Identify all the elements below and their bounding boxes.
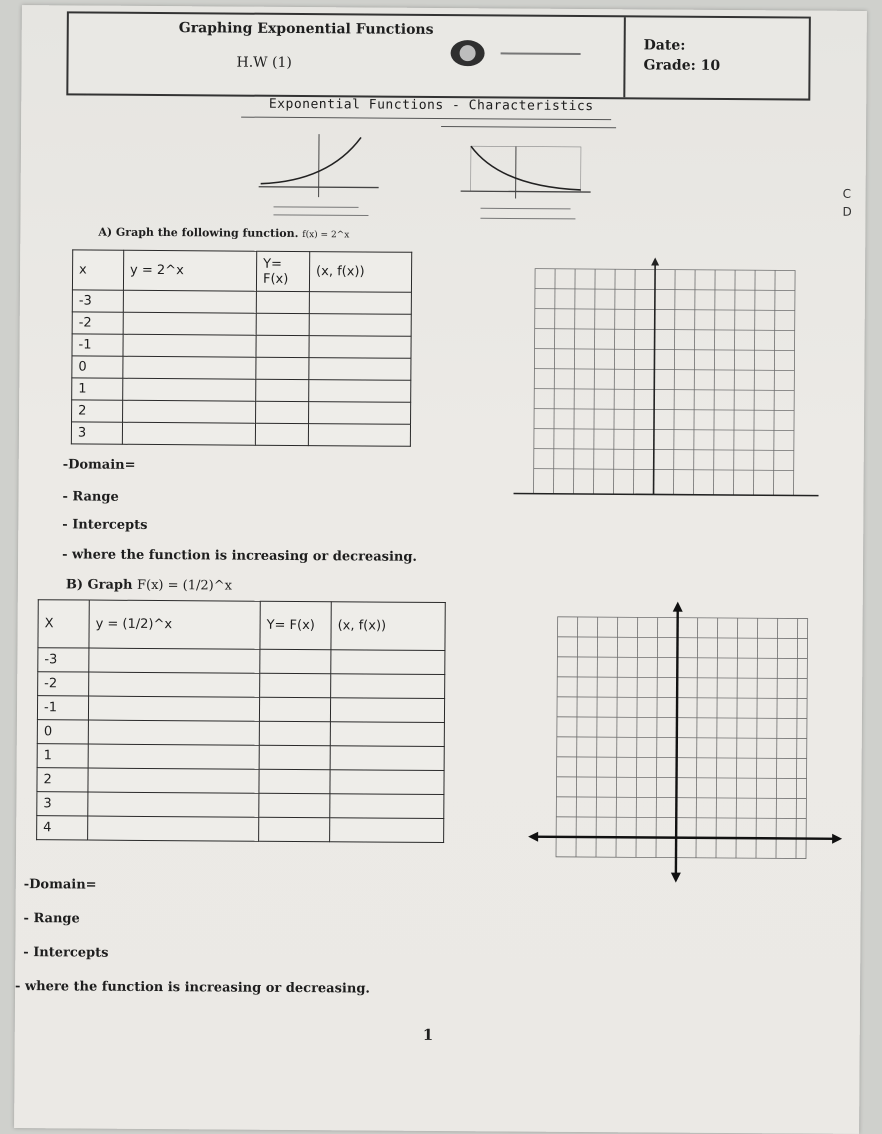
x-cell: 0 [37,720,88,744]
answer-cell[interactable] [331,674,445,699]
answer-cell[interactable] [309,336,411,359]
answer-cell[interactable] [309,402,411,425]
x-cell: 3 [71,422,122,444]
part-b-range: - Range [24,911,80,926]
answer-cell[interactable] [259,817,330,841]
answer-cell[interactable] [123,356,256,379]
page-number: 1 [423,1026,434,1044]
answer-cell[interactable] [255,423,308,445]
date-label: Date: [644,37,686,53]
answer-cell[interactable] [330,722,444,747]
col-header-y: y = (1/2)^x [89,600,260,649]
logo-caption [501,52,581,55]
part-b-intercepts: - Intercepts [23,945,108,961]
section-title: Exponential Functions - Characteristics [236,97,626,115]
answer-cell[interactable] [88,720,259,745]
answer-cell[interactable] [330,794,444,819]
col-header-x: x [72,250,123,290]
answer-cell[interactable] [89,648,260,673]
divider [441,126,616,128]
answer-cell[interactable] [256,357,309,379]
answer-cell[interactable] [330,770,444,795]
x-cell: -2 [72,312,123,334]
col-header-point: (x, f(x)) [309,252,411,293]
col-header-fx: Y= F(x) [260,601,331,649]
part-b-table [36,599,446,843]
grade-label: Grade: 10 [643,57,720,74]
answer-cell[interactable] [259,721,330,745]
answer-cell[interactable] [259,769,330,793]
part-a-increasing: - where the function is increasing or decreasing. [62,547,417,564]
col-header-x: X [38,600,89,648]
worksheet-page [14,5,867,1134]
x-cell: -3 [38,648,89,672]
x-cell: -2 [38,672,89,696]
answer-cell[interactable] [260,673,331,697]
part-a-intercepts: - Intercepts [62,517,147,533]
margin-note: D [842,205,851,219]
answer-cell[interactable] [256,335,309,357]
divider [241,117,611,121]
answer-cell[interactable] [330,746,444,771]
part-b-prompt: B) Graph F(x) = (1/2)^x [66,577,232,593]
answer-cell[interactable] [123,290,256,313]
answer-cell[interactable] [88,768,259,793]
worksheet-title: Graphing Exponential Functions [179,20,434,38]
answer-cell[interactable] [331,650,445,675]
margin-note: C [843,187,851,201]
answer-cell[interactable] [308,424,410,447]
part-a-table [71,249,412,446]
answer-cell[interactable] [330,698,444,723]
answer-cell[interactable] [309,314,411,337]
answer-cell[interactable] [309,292,411,315]
decay-sketch [450,136,601,232]
answer-cell[interactable] [123,400,256,423]
col-header-y: y = 2^x [123,250,256,291]
answer-cell[interactable] [122,422,255,445]
answer-cell[interactable] [256,291,309,313]
answer-cell[interactable] [123,334,256,357]
answer-cell[interactable] [260,649,331,673]
answer-cell[interactable] [259,697,330,721]
answer-cell[interactable] [256,379,309,401]
part-a-prompt: A) Graph the following function. f(x) = 2^x [98,226,349,241]
part-b-increasing: - where the function is increasing or decreasing. [15,979,370,996]
x-cell: -1 [37,696,88,720]
answer-cell[interactable] [88,744,259,769]
x-cell: 3 [37,792,88,816]
header-box [66,11,811,100]
answer-cell[interactable] [88,792,259,817]
answer-cell[interactable] [259,793,330,817]
col-header-fx: Y= F(x) [256,251,309,291]
part-a-domain: -Domain= [63,457,136,473]
x-cell: 1 [72,378,123,400]
x-cell: 0 [72,356,123,378]
answer-cell[interactable] [88,816,259,841]
answer-cell[interactable] [123,378,256,401]
x-cell: 1 [37,744,88,768]
col-header-point: (x, f(x)) [331,602,445,651]
part-b-domain: -Domain= [24,877,97,893]
answer-cell[interactable] [88,696,259,721]
class-label: H.W (1) [236,55,291,71]
part-a-graph-grid[interactable] [503,253,835,515]
school-logo [451,40,485,66]
x-cell: 2 [37,768,88,792]
part-a-range: - Range [62,489,118,504]
x-cell: 2 [72,400,123,422]
x-cell: -3 [72,290,123,312]
answer-cell[interactable] [256,313,309,335]
x-cell: -1 [72,334,123,356]
answer-cell[interactable] [309,380,411,403]
answer-cell[interactable] [309,358,411,381]
part-b-graph-grid[interactable] [526,599,848,886]
answer-cell[interactable] [256,401,309,423]
answer-cell[interactable] [123,312,256,335]
x-cell: 4 [37,816,88,840]
answer-cell[interactable] [259,745,330,769]
growth-sketch [248,129,389,225]
answer-cell[interactable] [89,672,260,697]
answer-cell[interactable] [330,818,444,843]
